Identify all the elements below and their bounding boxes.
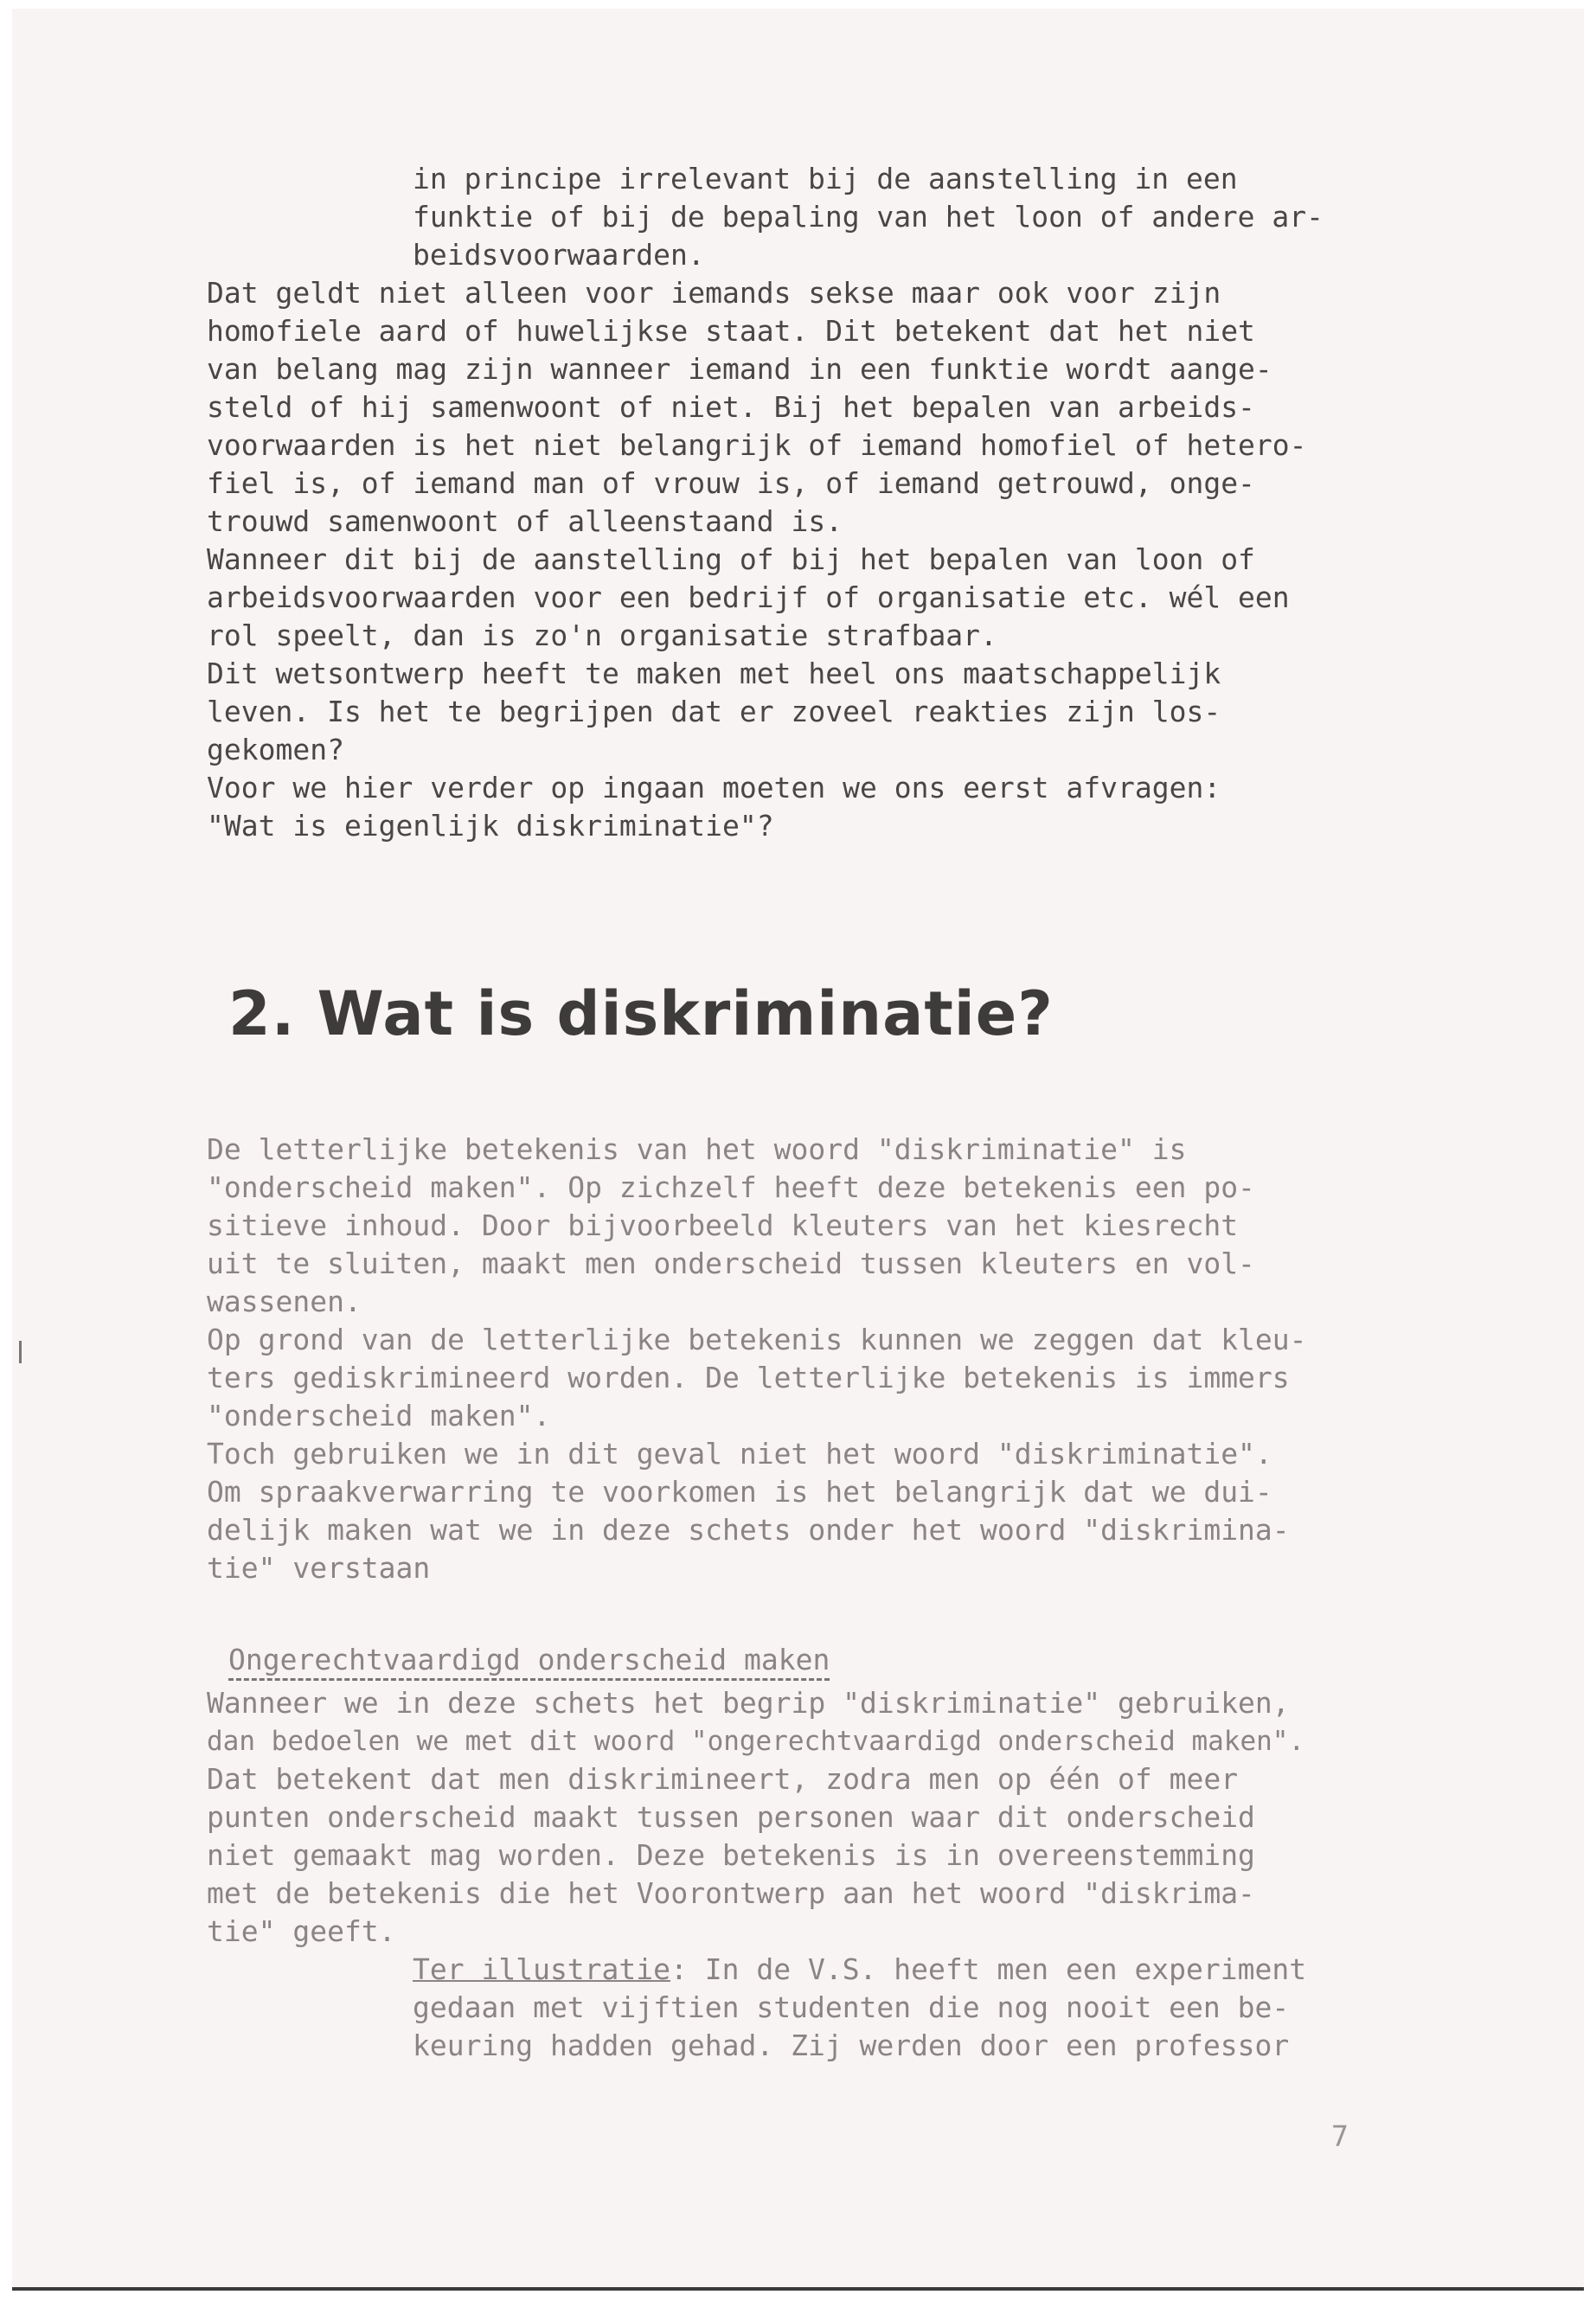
illustration-first-line: : In de V.S. heeft men een experiment bbox=[670, 1952, 1307, 1986]
text-line: homofiele aard of huwelijkse staat. Dit betekent dat het niet bbox=[207, 314, 1255, 348]
text-line: niet gemaakt mag worden. Deze betekenis is in overeenstemming bbox=[207, 1838, 1255, 1872]
text-line: fiel is, of iemand man of vrouw is, of iemand getrouwd, onge- bbox=[207, 466, 1255, 500]
text-line: funktie of bij de bepaling van het loon of andere ar- bbox=[413, 200, 1324, 234]
intro-paragraph-3 bbox=[207, 655, 1461, 769]
text-line: keuring hadden gehad. Zij werden door een professor bbox=[413, 2029, 1290, 2062]
text-line: leven. Is het te begrijpen dat er zoveel reakties zijn los- bbox=[207, 695, 1221, 728]
section-paragraph-3 bbox=[207, 1435, 1461, 1587]
text-line: Op grond van de letterlijke betekenis kunnen we zeggen dat kleu- bbox=[207, 1323, 1307, 1356]
intro-paragraph-1 bbox=[207, 274, 1461, 541]
text-line: van belang mag zijn wanneer iemand in een funktie wordt aange- bbox=[207, 352, 1272, 386]
text-line: rol speelt, dan is zo'n organisatie strafbaar. bbox=[207, 619, 997, 652]
text-line: delijk maken wat we in deze schets onder het woord "diskrimina- bbox=[207, 1513, 1290, 1547]
document-page bbox=[12, 9, 1584, 2291]
text-line: trouwd samenwoont of alleenstaand is. bbox=[207, 504, 843, 538]
text-line: uit te sluiten, maakt men onderscheid tussen kleuters en vol- bbox=[207, 1247, 1255, 1280]
text-line: arbeidsvoorwaarden voor een bedrijf of organisatie etc. wél een bbox=[207, 580, 1290, 614]
page-number: 7 bbox=[1331, 2119, 1349, 2153]
illustration-label: Ter illustratie bbox=[413, 1952, 671, 1986]
text-line bbox=[207, 1951, 1461, 1989]
intro-continuation bbox=[207, 160, 1461, 274]
subsection-paragraph-1 bbox=[207, 1684, 1461, 1951]
intro-paragraph-2 bbox=[207, 541, 1461, 655]
text-line: wassenen. bbox=[207, 1285, 362, 1318]
text-line: Wanneer we in deze schets het begrip "diskriminatie" gebruiken, bbox=[207, 1686, 1290, 1720]
intro-paragraph-4 bbox=[207, 769, 1461, 845]
text-line: tie" geeft. bbox=[207, 1914, 396, 1948]
text-line: "Wat is eigenlijk diskriminatie"? bbox=[207, 809, 774, 843]
section-paragraph-1 bbox=[207, 1131, 1461, 1321]
text-line: Voor we hier verder op ingaan moeten we ons eerst afvragen: bbox=[207, 771, 1221, 804]
margin-mark bbox=[19, 1341, 22, 1363]
text-line: voorwaarden is het niet belangrijk of iemand homofiel of hetero- bbox=[207, 428, 1307, 462]
text-line: beidsvoorwaarden. bbox=[413, 238, 705, 272]
text-line: "onderscheid maken". bbox=[207, 1399, 551, 1433]
text-line: Dat betekent dat men diskrimineert, zodra men op één of meer bbox=[207, 1762, 1239, 1796]
page-body bbox=[207, 160, 1461, 2065]
text-line: steld of hij samenwoont of niet. Bij het bepalen van arbeids- bbox=[207, 390, 1255, 424]
text-line: punten onderscheid maakt tussen personen waar dit onderscheid bbox=[207, 1800, 1255, 1834]
text-line: gedaan met vijftien studenten die nog nooit een be- bbox=[413, 1990, 1290, 2024]
text-line: Om spraakverwarring te voorkomen is het belangrijk dat we dui- bbox=[207, 1475, 1272, 1509]
illustration-paragraph bbox=[207, 1951, 1461, 2065]
text-line: sitieve inhoud. Door bijvoorbeeld kleuters van het kiesrecht bbox=[207, 1208, 1239, 1242]
text-line: ters gediskrimineerd worden. De letterlijke betekenis is immers bbox=[207, 1361, 1290, 1394]
text-line: Toch gebruiken we in dit geval niet het woord "diskriminatie". bbox=[207, 1437, 1272, 1471]
text-line: Dat geldt niet alleen voor iemands sekse maar ook voor zijn bbox=[207, 276, 1221, 310]
text-line: gekomen? bbox=[207, 733, 344, 766]
text-line: "onderscheid maken". Op zichzelf heeft deze betekenis een po- bbox=[207, 1170, 1255, 1204]
text-line: Wanneer dit bij de aanstelling of bij het bepalen van loon of bbox=[207, 542, 1255, 576]
text-line: dan bedoelen we met dit woord "ongerechtvaardigd onderscheid maken". bbox=[207, 1726, 1305, 1757]
section-heading: 2. Wat is diskriminatie? bbox=[228, 978, 1054, 1049]
section-paragraph-2 bbox=[207, 1321, 1461, 1435]
text-line: tie" verstaan bbox=[207, 1551, 431, 1585]
text-line: in principe irrelevant bij de aanstelling in een bbox=[413, 162, 1238, 195]
subsection-heading: Ongerechtvaardigd onderscheid maken bbox=[228, 1644, 830, 1681]
text-line: met de betekenis die het Voorontwerp aan het woord "diskrima- bbox=[207, 1876, 1255, 1910]
text-line: De letterlijke betekenis van het woord "diskriminatie" is bbox=[207, 1132, 1187, 1166]
text-line: Dit wetsontwerp heeft te maken met heel ons maatschappelijk bbox=[207, 657, 1221, 690]
